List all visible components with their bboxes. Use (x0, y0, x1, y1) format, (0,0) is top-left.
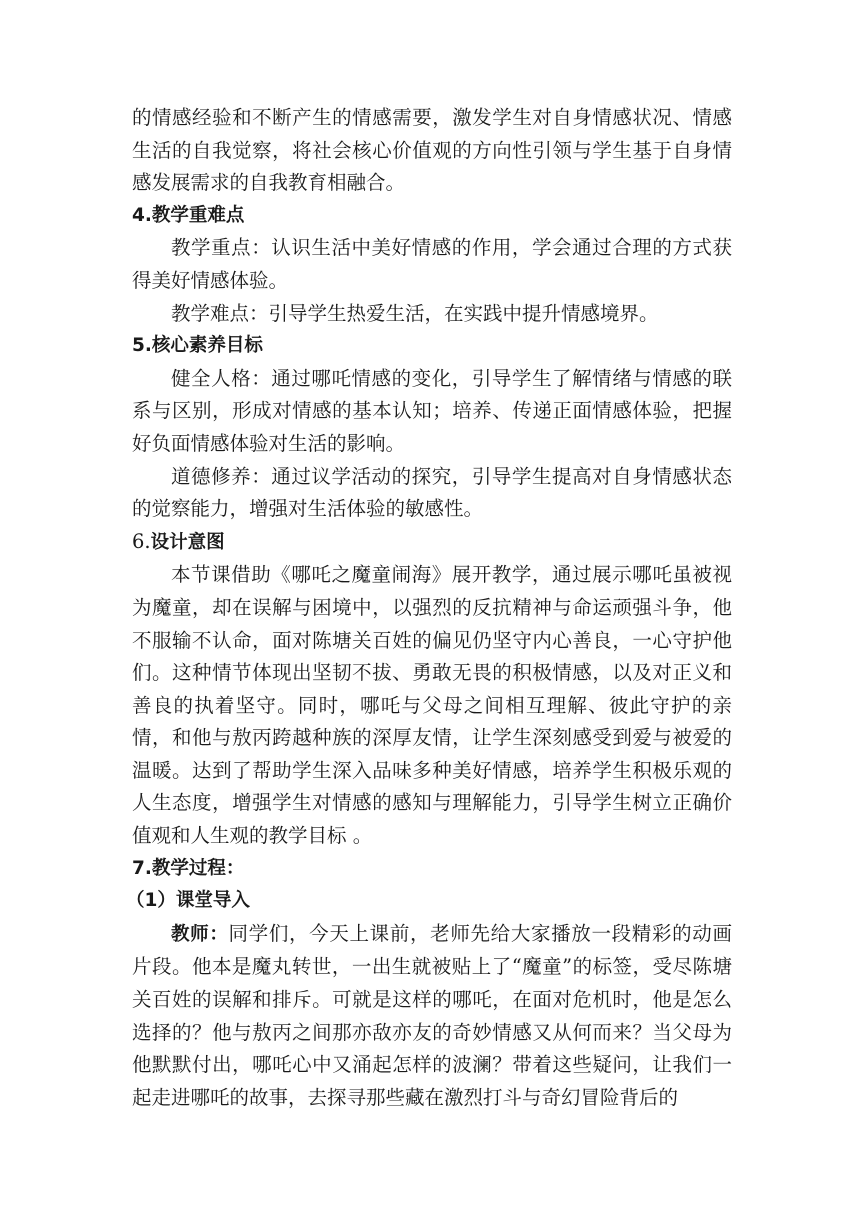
section-heading-teaching-process: 7.教学过程： (132, 857, 245, 879)
personality-paragraph: 健全人格：通过哪吒情感的变化，引导学生了解情绪与情感的联系与区别，形成对情感的基本认知；培养、传递正面情感体验，把握好负面情感体验对生活的影响。 (132, 366, 732, 455)
section-number: 6. (132, 529, 151, 553)
teacher-paragraph (132, 918, 732, 1115)
subsection-heading-class-intro: （1）课堂导入 (126, 890, 250, 912)
design-intent-paragraph: 本节课借助《哪吒之魔童闹海》展开教学，通过展示哪吒虽被视为魔童，却在误解与困境中，以强烈的反抗精神与命运顽强斗争，他不服输不认命，面对陈塘关百姓的偏见仍坚守内心善良，一心守护他们。这种情节体现出坚韧不拔、勇敢无畏的积极情感，以及对正义和善良的执着坚守。同时，哪吒与父母之间相互理解、彼此守护的亲情，和他与敖丙跨越种族的深厚友情，让学生深刻感受到爱与被爱的温暖。达到了帮助学生深入品味多种美好情感，培养学生积极乐观的人生态度，增强学生对情感的感知与理解能力，引导学生树立正确价值观和人生观的教学目标 。 (132, 563, 732, 848)
section-heading-design-intent (132, 526, 732, 560)
section-title: 设计意图 (150, 531, 225, 553)
teacher-text: 同学们，今天上课前，老师先给大家播放一段精彩的动画片段。他本是魔丸转世，一出生就被贴上了“魔童”的标签，受尽陈塘关百姓的误解和排斥。可就是这样的哪吒，在面对危机时，他是怎么选择的？他与敖丙之间那亦敌亦友的奇妙情感又从何而来？当父母为他默默付出，哪吒心中又涌起怎样的波澜？带着这些疑问，让我们一起走进哪吒的故事，去探寻那些藏在激烈打斗与奇幻冒险背后的 (132, 921, 732, 1109)
key-point-paragraph: 教学重点：认识生活中美好情感的作用，学会通过合理的方式获得美好情感体验。 (132, 236, 732, 292)
document-body (126, 102, 732, 1114)
section-heading-key-difficult-points: 4.教学重难点 (132, 204, 245, 226)
intro-paragraph: 的情感经验和不断产生的情感需要，激发学生对自身情感状况、情感生活的自我觉察，将社会核心价值观的方向性引领与学生基于自身情感发展需求的自我教育相融合。 (132, 106, 732, 195)
difficulty-paragraph: 教学难点：引导学生热爱生活，在实践中提升情感境界。 (171, 301, 659, 325)
teacher-label: 教师： (171, 923, 229, 945)
section-heading-core-competency: 5.核心素养目标 (132, 335, 263, 357)
morality-paragraph: 道德修养：通过议学活动的探究，引导学生提高对自身情感状态的觉察能力，增强对生活体验的敏感性。 (132, 464, 732, 521)
